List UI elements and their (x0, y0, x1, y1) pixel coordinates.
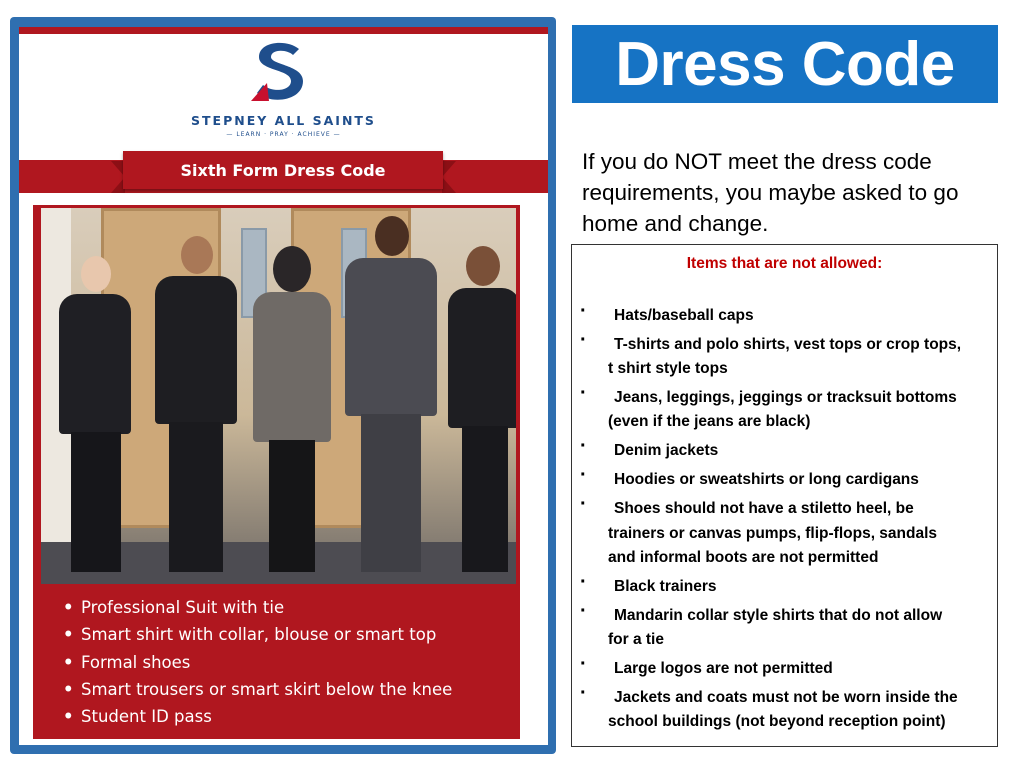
not-allowed-item: · Black trainers (580, 575, 994, 599)
requirement-item: • Smart shirt with collar, blouse or smart top (63, 621, 452, 648)
school-motto: — LEARN · PRAY · ACHIEVE — (226, 131, 341, 138)
dress-code-poster (19, 27, 548, 745)
student-5 (446, 246, 516, 576)
requirement-item: • Formal shoes (63, 649, 452, 676)
students-photo (41, 208, 516, 584)
dress-requirements-list (63, 594, 452, 730)
title-banner (572, 25, 998, 103)
not-allowed-item: · Jackets and coats must not be worn inside the school buildings (not beyond reception point) (580, 686, 994, 734)
requirement-item: • Smart trousers or smart skirt below the knee (63, 676, 452, 703)
not-allowed-list (580, 304, 994, 739)
not-allowed-heading: Items that are not allowed: (686, 255, 883, 272)
not-allowed-item: · Hats/baseball caps (580, 304, 994, 328)
not-allowed-item: · Large logos are not permitted (580, 657, 994, 681)
school-logo-icon (247, 41, 311, 103)
not-allowed-item: · Jeans, leggings, jeggings or tracksuit bottoms (even if the jeans are black) (580, 386, 994, 434)
not-allowed-box (571, 244, 998, 747)
not-allowed-item: · Denim jackets (580, 439, 994, 463)
ribbon-tail-right (442, 161, 456, 193)
not-allowed-item: · Mandarin collar style shirts that do not allow for a tie (580, 604, 994, 652)
student-4 (343, 216, 439, 576)
warning-text: If you do NOT meet the dress code requirements, you maybe asked to go home and change. (582, 149, 959, 236)
school-name: STEPNEY ALL SAINTS (191, 113, 376, 128)
poster-top-stripe (19, 27, 548, 34)
not-allowed-item: · T-shirts and polo shirts, vest tops or crop tops, t shirt style tops (580, 333, 994, 381)
requirement-item: • Student ID pass (63, 703, 452, 730)
not-allowed-item: · Shoes should not have a stiletto heel, be trainers or canvas pumps, flip-flops, sandals and informal boots are not permitted (580, 497, 994, 570)
not-allowed-item: · Hoodies or sweatshirts or long cardigans (580, 468, 994, 492)
student-3 (251, 246, 333, 576)
student-1 (55, 256, 133, 576)
poster-heading: Sixth Form Dress Code (180, 160, 386, 180)
poster-ribbon (123, 151, 443, 189)
requirement-item: • Professional Suit with tie (63, 594, 452, 621)
page-title: Dress Code (615, 29, 955, 99)
student-2 (153, 236, 239, 576)
